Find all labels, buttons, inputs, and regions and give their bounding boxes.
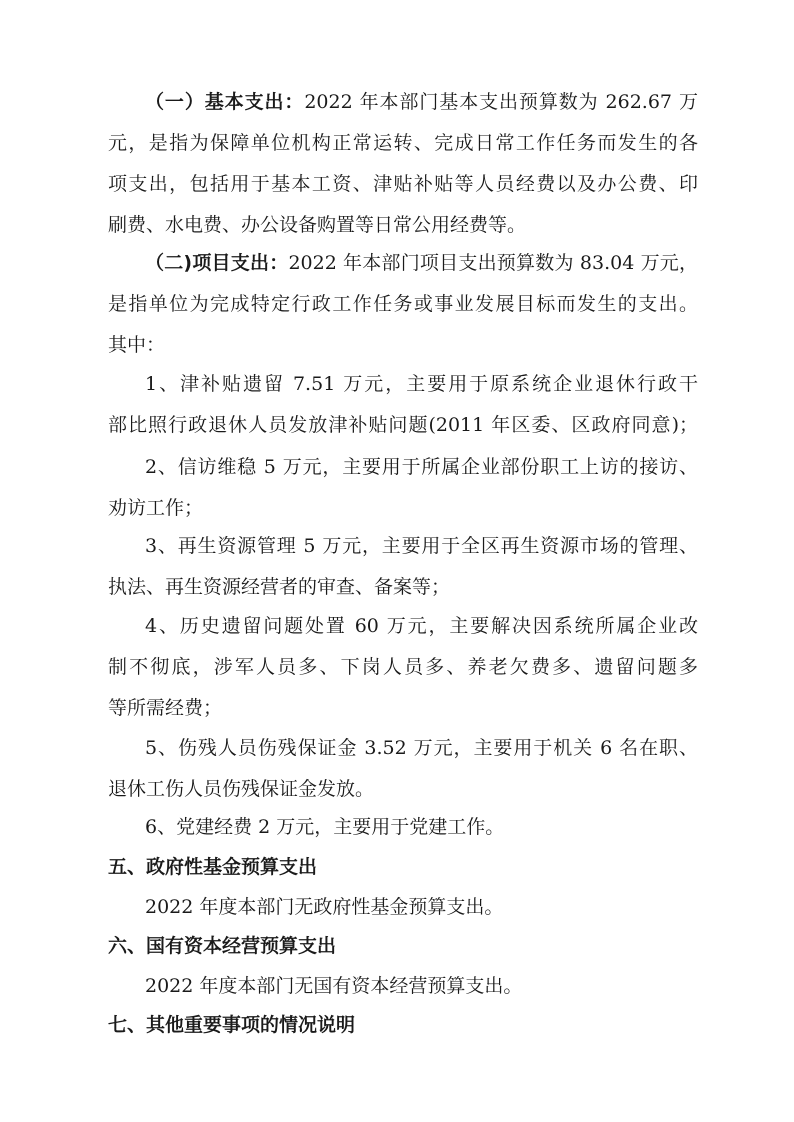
- item-3-line-1: 3、再生资源管理 5 万元，主要用于全区再生资源市场的管理、: [145, 535, 698, 557]
- item-4-line-1: 4、历史遗留问题处置 60 万元，主要解决因系统所属企业改: [145, 615, 698, 637]
- project-expense-label: （二)项目支出：: [145, 252, 289, 274]
- basic-expense-line-4: 刷费、水电费、办公设备购置等日常公用经费等。: [108, 214, 527, 236]
- section-six-heading: 六、国有资本经营预算支出: [108, 935, 337, 957]
- section-five-body: 2022 年度本部门无政府性基金预算支出。: [145, 896, 504, 918]
- item-4-line-3: 等所需经费；: [108, 697, 223, 719]
- item-4-line-2: 制不彻底，涉军人员多、下岗人员多、养老欠费多、遗留问题多: [108, 656, 698, 678]
- basic-expense-label: （一）基本支出：: [145, 91, 305, 113]
- item-2-line-2: 劝访工作；: [108, 497, 204, 519]
- item-3-line-2: 执法、再生资源经营者的审查、备案等；: [108, 576, 451, 598]
- item-2-line-1: 2、信访维稳 5 万元，主要用于所属企业部份职工上访的接访、: [145, 456, 698, 478]
- item-6-line-1: 6、党建经费 2 万元，主要用于党建工作。: [145, 816, 505, 838]
- project-expense-line-3: 其中：: [108, 334, 166, 356]
- section-seven-heading: 七、其他重要事项的情况说明: [108, 1014, 356, 1036]
- project-expense-text: 2022 年本部门项目支出预算数为 83.04 万元，: [288, 252, 698, 274]
- project-expense-line-2: 是指单位为完成特定行政工作任务或事业发展目标而发生的支出。: [108, 293, 698, 315]
- section-five-heading: 五、政府性基金预算支出: [108, 856, 318, 878]
- item-1-line-2: 部比照行政退休人员发放津补贴问题(2011 年区委、区政府同意)；: [108, 414, 698, 436]
- item-5-line-1: 5、伤残人员伤残保证金 3.52 万元，主要用于机关 6 名在职、: [145, 737, 698, 759]
- basic-expense-line-3: 项支出，包括用于基本工资、津贴补贴等人员经费以及办公费、印: [108, 173, 698, 195]
- basic-expense-line-1: [145, 87, 698, 117]
- project-expense-line-1: [145, 248, 698, 278]
- section-six-body: 2022 年度本部门无国有资本经营预算支出。: [145, 975, 523, 997]
- item-5-line-2: 退休工伤人员伤残保证金发放。: [108, 778, 375, 800]
- basic-expense-line-2: 元，是指为保障单位机构正常运转、完成日常工作任务而发生的各: [108, 132, 698, 154]
- basic-expense-text: 2022 年本部门基本支出预算数为 262.67 万: [304, 91, 698, 113]
- item-1-line-1: 1、津补贴遗留 7.51 万元，主要用于原系统企业退休行政干: [145, 373, 698, 395]
